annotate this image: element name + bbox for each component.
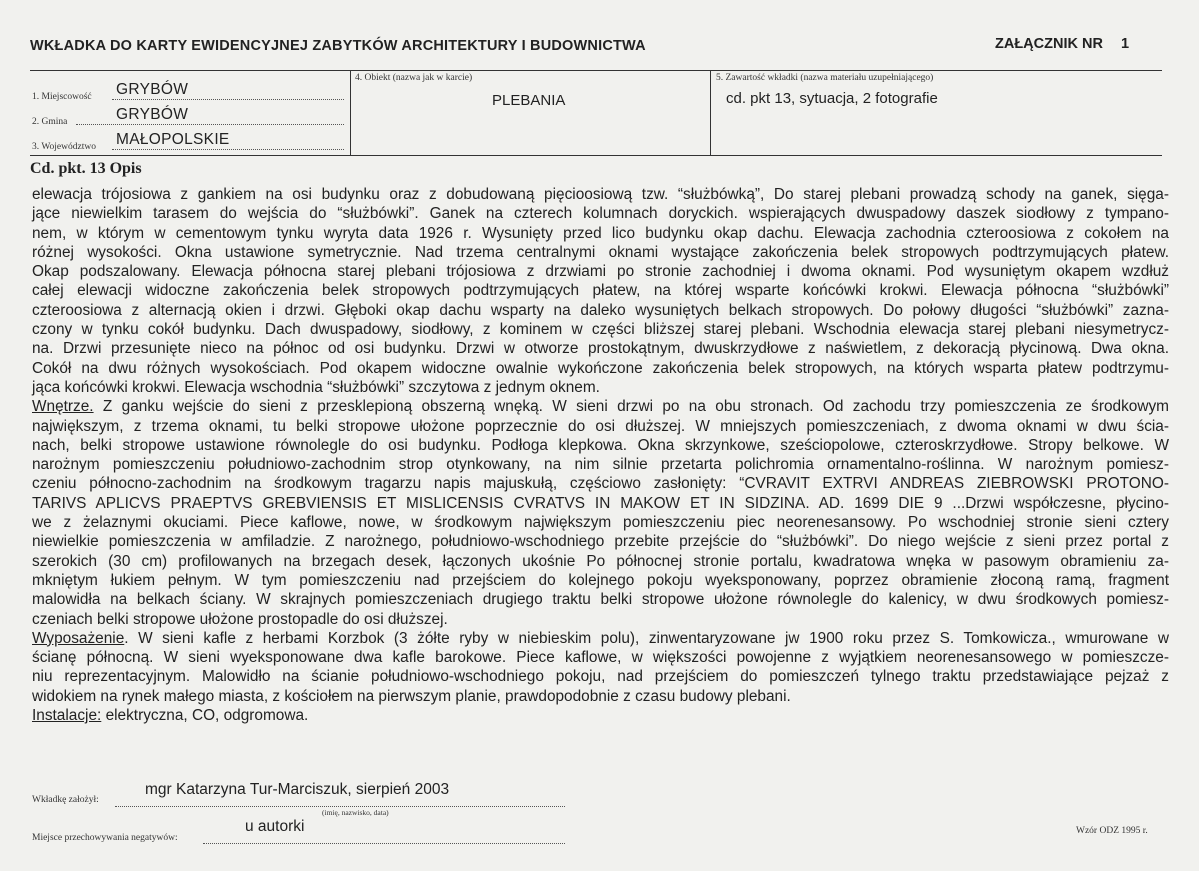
fields-bottom-rule [30, 155, 1162, 156]
body-line: nem, w którym w cementowym tynku wyryta data 1926 r. Wysunięty przed lico budynku okap dachu. Elewacja zachodnia czteroosiowa z cokołem na [32, 224, 1169, 242]
storage-label: Miejsce przechowywania negatywów: [32, 833, 178, 843]
wnetrze-heading: Wnętrze. [32, 398, 94, 416]
author-value: mgr Katarzyna Tur-Marciszuk, sierpień 2003 [145, 781, 450, 798]
instalacje-line [32, 706, 1169, 725]
storage-value: u autorki [245, 818, 305, 835]
dotted-line [203, 843, 565, 844]
attachment-value: 1 [1120, 36, 1130, 52]
body-line: czony w tynku cokół budynku. Dach dwuspadowy, siodłowy, z kominem w części bliższej starej plebani. Wschodnia elewacja starej plebani niesymetrycz- [32, 321, 1169, 339]
gmina-field [32, 107, 344, 127]
author-label: Wkładkę założył: [32, 795, 99, 805]
divider-object [350, 70, 351, 156]
body-line: Cokół na dwu różnych wysokościach. Pod okapem widoczne owalnie wykończone zakończenia belek stropowych, na których wsparta płatew podtrzymu- [32, 359, 1169, 377]
gmina-label: 2. Gmina [32, 117, 68, 127]
attachment-label: ZAŁĄCZNIK NR [995, 36, 1103, 52]
dotted-line [112, 149, 344, 150]
dotted-line [76, 124, 344, 125]
wojewodztwo-value: MAŁOPOLSKIE [116, 131, 230, 148]
body-line: różnej wysokości. Okna ustawione symetrycznie. Nad trzema centralnymi oknami wystające zakończenia belek stropowych podtrzymujących płatew. [32, 243, 1169, 261]
gmina-value: GRYBÓW [116, 106, 189, 123]
miejscowosc-field [32, 82, 344, 102]
wnetrze-first-line [32, 397, 1169, 416]
body-line: we z żelaznymi okuciami. Piece kaflowe, nowe, w środkowym największym pomieszczeniu piec neorenesansowy. Po wschodniej stronie sieni cztery [32, 514, 1169, 532]
wnetrze-first-text: Z ganku wejście do sieni z przesklepioną obszerną wnęką. W sieni drzwi po na obu stronach. Od zachodu trzy pomieszczenia ze środkowym [93, 398, 1169, 416]
wyposazenie-heading: Wyposażenie [32, 629, 125, 647]
wyposazenie-first-text: . W sieni kafle z herbami Korzbok (3 żółte ryby w niebieskim polu), zinwentaryzowane jw 1900 roku przez S. Tomkowicza., wmurowane w [124, 629, 1169, 647]
body-line: całej elewacji widoczne zakończenia belek stropowych podtrzymujących płatew, na której wsparte końcówki krokwi. Elewacja północna “służbówki” [32, 282, 1169, 300]
body-line: mkniętym łukiem pełnym. W tym pomieszczeniu nad przejściem do kolejnego pokoju wyeksponowany, poprzez obramienie złoconą ramą, fragment [32, 571, 1169, 589]
dotted-line [115, 806, 565, 807]
top-rule [30, 70, 1162, 71]
instalacje-heading: Instalacje: [32, 707, 102, 725]
divider-contents [710, 70, 711, 156]
body-line: ścianę północną. W sieni wyeksponowane dwa kafle barokowe. Piece kaflowe, w większości powojenne z wyjątkiem neorenesansowego w pomieszcze- [32, 649, 1169, 667]
body-line: malowidła na belkach ściany. W skrajnych pomieszczeniach drugiego traktu belki stropowe ułożone równolegle do kalenicy, w dwu środkowych pomiesz- [32, 591, 1169, 609]
body-line: nach, belki stropowe ustawione równolegle do osi budynku. Podłoga klepkowa. Okna skrzynkowe, sześciopolowe, czteroskrzydłowe. Stropy belkowe. W [32, 436, 1169, 454]
body-line: widokiem na rynek małego miasta, z kościołem na pierwszym planie, prawdopodobnie z czasu budowy plebani. [32, 687, 791, 705]
section-title: Cd. pkt. 13 Opis [30, 160, 142, 177]
wojewodztwo-field [32, 132, 344, 152]
body-line: niu reprezentacyjnym. Malowidło na ścianie południowo-wschodniego pokoju, nad przejściem do pomieszczeń tylnego traktu przedstawiające pejzaż z [32, 668, 1169, 686]
author-hint: (imię, nazwisko, data) [322, 808, 389, 817]
object-label: 4. Obiekt (nazwa jak w karcie) [355, 73, 473, 83]
miejscowosc-label: 1. Miejscowość [32, 92, 92, 102]
form-code: Wzór ODZ 1995 r. [1076, 826, 1148, 836]
body-line: największym, z trzema oknami, tu belki stropowe ułożone poprzecznie do osi dłuższej. W mniejszych pomieszczeniach, z dwoma oknami w dwu ścia- [32, 417, 1169, 435]
instalacje-text: elektryczna, CO, odgromowa. [101, 707, 309, 725]
body-line: na. Drzwi przesunięte nieco na północ od osi budynku. Drzwi w otworze prostokątnym, dwuskrzydłowe z naświetlem, z dekoracją płycinową. Dwa okna. [32, 340, 1169, 358]
body-line: szerokich (30 cm) profilowanych na brzegach desek, łączonych ukośnie Po północnej stronie portalu, kwadratowa wnęka w pasowym obramieniu za- [32, 552, 1169, 570]
dotted-line [112, 99, 344, 100]
body-line: TARIVS APLICVS PRAEPTVS GREBVIENSIS ET MISLICENSIS CVRATVS IN MAKOW ET IN SIDZINA. AD. 1699 DIE 9 ...Drzwi współczesne, płycino- [32, 494, 1169, 512]
document-title: WKŁADKA DO KARTY EWIDENCYJNEJ ZABYTKÓW ARCHITEKTURY I BUDOWNICTWA [30, 38, 646, 54]
wojewodztwo-label: 3. Województwo [32, 142, 96, 152]
description-body [32, 185, 1169, 725]
body-line: elewacja trójosiowa z gankiem na osi budynku oraz z dobudowaną pięcioosiową tzw. “służbówką”, Do starej plebani prowadzą schody na ganek, sięga- [32, 186, 1169, 203]
body-line: czeniach belki stropowe ułożone prostopadle do osi dłuższej. [32, 610, 448, 628]
attachment-number [995, 36, 1129, 52]
contents-value: cd. pkt 13, sytuacja, 2 fotografie [726, 90, 938, 107]
body-line: czeniu północno-zachodnim na środkowym tragarzu napis majuskułą, częściowo zasłonięty: “CVRAVIT EXTRVI ANDREAS ZIEBROWSKI PROTONO- [32, 475, 1169, 493]
body-line: czteroosiowa z alternacją okien i drzwi. Głęboki okap dachu wsparty na daleko wysuniętych belkach stropowych. Do połowy długości “służbówki” zazna- [32, 301, 1169, 319]
body-line: niewielkie pomieszczenia w amfiladzie. Z narożnego, południowo-wschodniego przebite przejście do “służbówki”. Do niego wejście z sieni przez portal z [32, 533, 1169, 551]
wyposazenie-first-line [32, 629, 1169, 648]
body-line: Okap podszalowany. Elewacja północna starej plebani trójosiowa z drzwiami po stronie zachodniej i dwoma oknami. Pod wysuniętym okapem wzdłuż [32, 263, 1169, 281]
contents-label: 5. Zawartość wkładki (nazwa materiału uzupełniającego) [716, 73, 934, 83]
miejscowosc-value: GRYBÓW [116, 81, 189, 98]
body-line: narożnym pomieszczeniu południowo-zachodnim strop otynkowany, na nim silnie przetarta polichromia ornamentalno-roślinna. W narożnym pomiesz- [32, 456, 1169, 474]
body-line: jące niewielkim tarasem do wejścia do “służbówki”. Ganek na czterech kolumnach doryckich. wspierających dwuspadowy daszek siodłowy z tympano- [32, 205, 1169, 223]
body-line: jąca końcówki krokwi. Elewacja wschodnia “służbówki” szczytowa z jednym oknem. [32, 378, 600, 396]
object-value: PLEBANIA [492, 92, 566, 109]
